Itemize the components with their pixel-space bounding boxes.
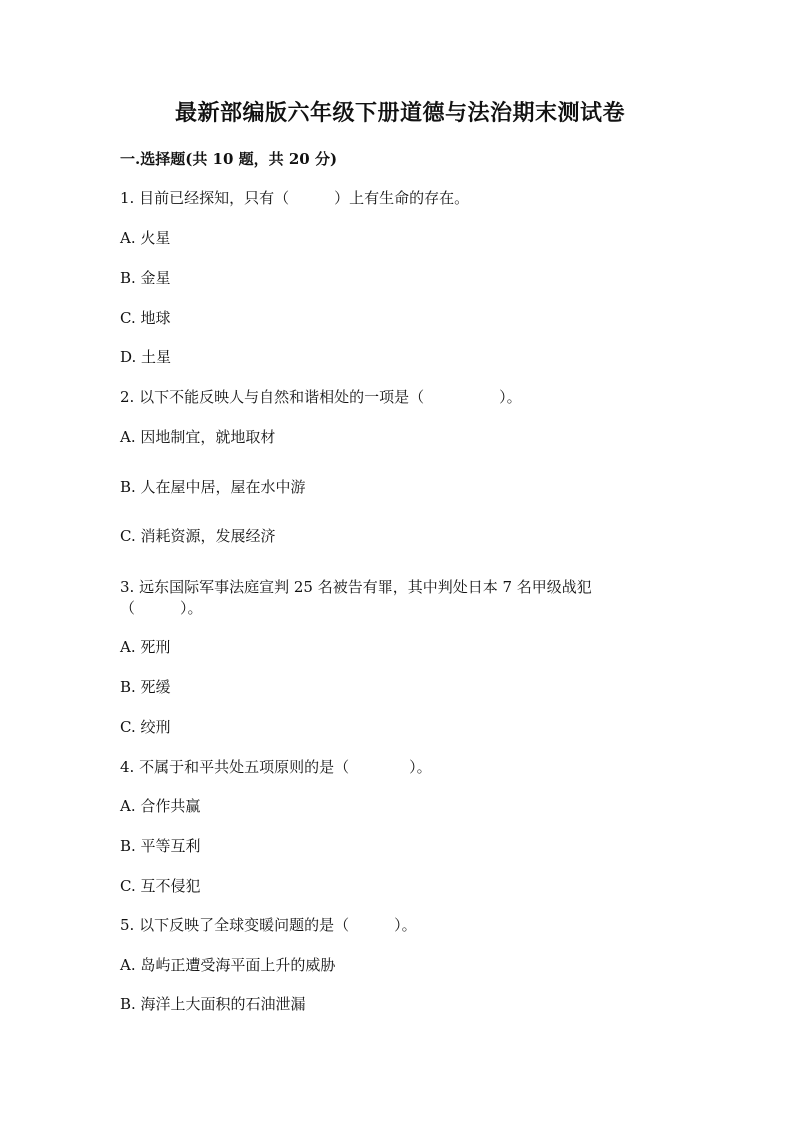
question-1-option-d: D. 土星: [120, 348, 172, 366]
question-5-option-b: B. 海洋上大面积的石油泄漏: [120, 995, 306, 1013]
question-2-option-a: A. 因地制宜，就地取材: [120, 428, 276, 446]
question-2-stem: 2. 以下不能反映人与自然和谐相处的一项是（ ）。: [120, 388, 522, 406]
question-2-option-b: B. 人在屋中居，屋在水中游: [120, 478, 306, 496]
question-3-option-c: C. 绞刑: [120, 718, 171, 736]
section-heading: 一.选择题(共 10 题，共 20 分): [120, 150, 338, 168]
question-3-stem-continued: （ ）。: [120, 599, 203, 617]
question-3-option-a: A. 死刑: [120, 638, 171, 656]
question-5-option-a: A. 岛屿正遭受海平面上升的威胁: [120, 956, 336, 974]
question-3-stem: 3. 远东国际军事法庭宣判 25 名被告有罪，其中判处日本 7 名甲级战犯: [120, 578, 592, 596]
question-4-option-b: B. 平等互利: [120, 837, 201, 855]
question-3-option-b: B. 死缓: [120, 678, 171, 696]
question-1-option-a: A. 火星: [120, 229, 171, 247]
question-4-stem: 4. 不属于和平共处五项原则的是（ ）。: [120, 758, 432, 776]
question-4-option-c: C. 互不侵犯: [120, 877, 201, 895]
question-5-stem: 5. 以下反映了全球变暖问题的是（ ）。: [120, 916, 417, 934]
question-1-option-c: C. 地球: [120, 309, 171, 327]
question-2-option-c: C. 消耗资源，发展经济: [120, 527, 276, 545]
page-title: 最新部编版六年级下册道德与法治期末测试卷: [174, 100, 625, 126]
question-1-stem: 1. 目前已经探知，只有（ ）上有生命的存在。: [120, 189, 470, 207]
question-1-option-b: B. 金星: [120, 269, 171, 287]
question-4-option-a: A. 合作共赢: [120, 797, 201, 815]
